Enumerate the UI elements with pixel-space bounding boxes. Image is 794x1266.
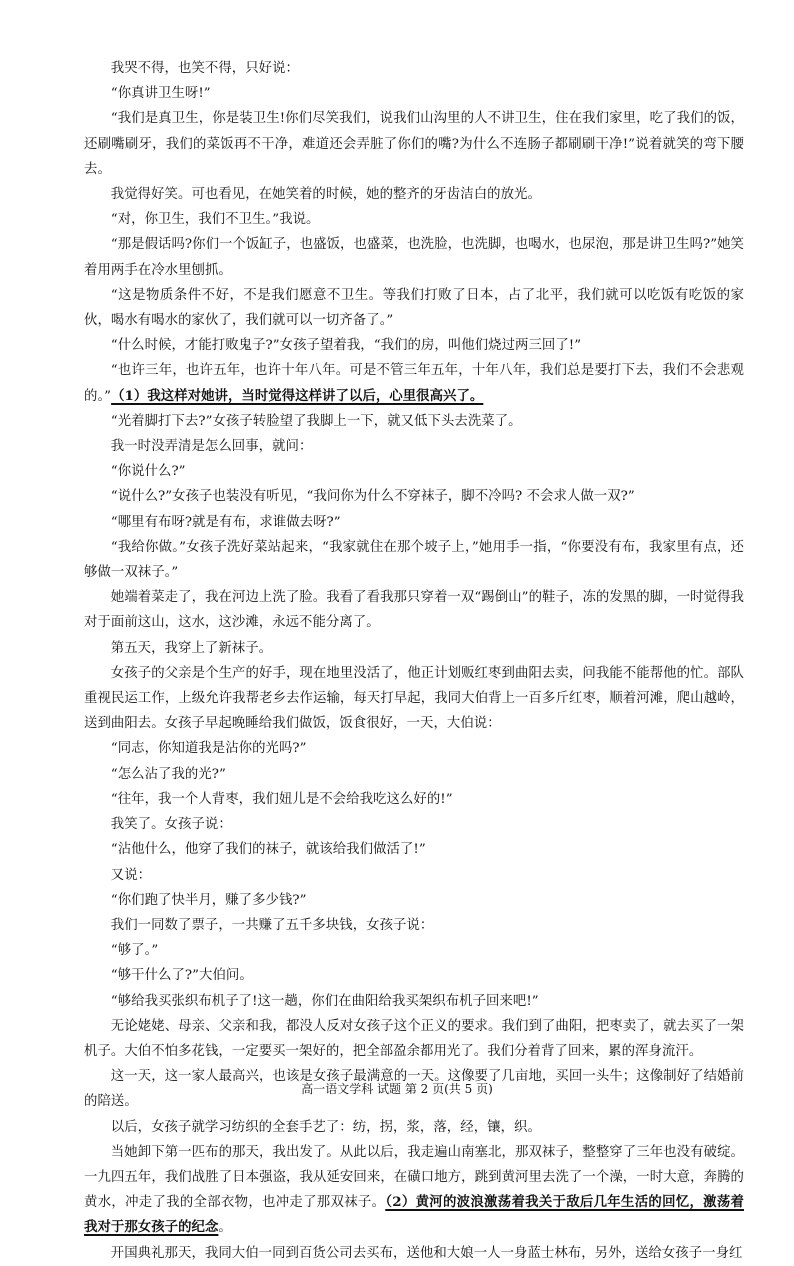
page-footer: 高一语文学科 试题 第 2 页(共 5 页) bbox=[301, 1082, 493, 1096]
paragraph-text: 无论姥姥、母亲、父亲和我，都没人反对女孩子这个正义的要求。我们到了曲阳，把枣卖了，就去买了一架机子。大伯不怕多花钱，一定要买一架好的，把全部盈余都用光了。我们分着背了回来，累的浑身流汗。 bbox=[84, 1018, 744, 1059]
paragraph-text: “我给你做。”女孩子洗好菜站起来，“我家就住在那个坡子上，”她用手一指，“你要没有布，我家里有点，还够做一双袜子。” bbox=[84, 539, 744, 581]
paragraph-text: 又说： bbox=[110, 867, 152, 883]
paragraph-text: “够给我买张织布机子了!这一趟，你们在曲阳给我买架织布机子回来吧!” bbox=[110, 993, 539, 1009]
paragraph bbox=[84, 1014, 744, 1064]
paragraph-text: 开国典礼那天，我同大伯一同到百货公司去买布，送他和大娘一人一身蓝士林布，另外，送给女孩子一身红 bbox=[110, 1245, 743, 1261]
paragraph-text: “什么时候，才能打败鬼子?”女孩子望着我，“我们的房，叫他们烧过两三回了!” bbox=[110, 338, 582, 354]
paragraph-text: “够了。” bbox=[110, 943, 159, 959]
paragraph bbox=[84, 1140, 744, 1241]
paragraph-text: “够干什么了?”大伯问。 bbox=[110, 968, 253, 984]
paragraph-text: 我哭不得，也笑不得，只好说： bbox=[110, 61, 299, 76]
paragraph-text: “我们是真卫生，你是装卫生!你们尽笑我们，说我们山沟里的人不讲卫生，住在我们家里，吃了我们的饭，还刷嘴刷牙，我们的菜饭再不干净，难道还会弄脏了你们的嘴?为什么不连肠子都刷刷干净!”说着就笑的弯下腰去。 bbox=[84, 111, 744, 177]
paragraph bbox=[84, 106, 744, 182]
paragraph-text: “哪里有布呀?就是有布，求谁做去呀?” bbox=[110, 514, 341, 530]
paragraph bbox=[84, 484, 744, 509]
paragraph-text: 当她卸下第一匹布的那天，我出发了。从此以后，我走遍山南塞北，那双袜子，整整穿了三年也没有破绽。一九四五年，我们战胜了日本强盗，我从延安回来，在磺口地方，跳到黄河里去洗了一个澡，一时大意，奔腾的黄水，冲走了我的全部衣物，也冲走了那双袜子。 bbox=[84, 1144, 744, 1211]
paragraph bbox=[84, 232, 744, 282]
paragraph bbox=[84, 812, 744, 837]
paragraph bbox=[84, 56, 744, 81]
paragraph-text: “说什么?”女孩子也装没有听见，“我问你为什么不穿袜子，脚不冷吗? 不会求人做一双?” bbox=[110, 489, 635, 505]
paragraph-text: “往年，我一个人背枣，我们妞儿是不会给我吃这么好的!” bbox=[110, 791, 453, 807]
paragraph bbox=[84, 636, 744, 661]
paragraph bbox=[84, 989, 744, 1014]
paragraph-text: “怎么沾了我的光?” bbox=[110, 766, 226, 782]
paragraph bbox=[84, 913, 744, 938]
paragraph bbox=[84, 1115, 744, 1140]
paragraph bbox=[84, 358, 744, 408]
paragraph-text: “对，你卫生，我们不卫生。”我说。 bbox=[110, 212, 320, 228]
paragraph bbox=[84, 409, 744, 434]
paragraph-text: 女孩子的父亲是个生产的好手，现在地里没活了，他正计划贩红枣到曲阳去卖，问我能不能帮他的忙。部队重视民运工作，上级允许我帮老乡去作运输，每天打早起，我同大伯背上一百多斤红枣，顺着河滩，爬山越岭，送到曲阳去。女孩子早起晚睡给我们做饭，饭食很好，一天，大伯说： bbox=[84, 665, 744, 732]
paragraph-text: “也许三年，也许五年，也许十年八年。可是不管三年五年，十年八年，我们总是要打下去，我们不会悲观的。” bbox=[84, 363, 744, 404]
paragraph-text: 我觉得好笑。可也看见，在她笑着的时候，她的整齐的牙齿洁白的放光。 bbox=[110, 187, 541, 203]
paragraph bbox=[84, 736, 744, 761]
paragraph-text: 我们一同数了票子，一共赚了五千多块钱，女孩子说： bbox=[110, 917, 434, 933]
paragraph bbox=[84, 182, 744, 207]
paragraph bbox=[84, 510, 744, 535]
paragraph-text: “你们跑了快半月，赚了多少钱?” bbox=[110, 892, 307, 908]
paragraph bbox=[84, 585, 744, 635]
paragraph bbox=[84, 81, 744, 106]
paragraph bbox=[84, 333, 744, 358]
paragraph bbox=[84, 207, 744, 232]
paragraph-text: “那是假话吗?你们一个饭缸子，也盛饭，也盛菜，也洗脸，也洗脚，也喝水，也尿泡，那是讲卫生吗?”她笑着用两手在冷水里刨抓。 bbox=[84, 237, 744, 278]
paragraph bbox=[84, 837, 744, 862]
paragraph bbox=[84, 863, 744, 888]
paragraph-text: “同志，你知道我是沾你的光吗?” bbox=[110, 741, 307, 757]
paragraph-tail: 。 bbox=[218, 1220, 232, 1236]
underlined-question-sentence: （2）黄河的波浪激荡着我关于敌后几年生活的回忆，激荡着我对于那女孩子的纪念 bbox=[84, 1194, 744, 1236]
paragraph bbox=[84, 661, 744, 737]
paragraph-text: 我笑了。女孩子说： bbox=[110, 817, 232, 833]
paragraph-text: 她端着菜走了，我在河边上洗了脸。我看了看我那只穿着一双“踢倒山”的鞋子，冻的发黑的脚，一时觉得我对于面前这山，这水，这沙滩，永远不能分离了。 bbox=[84, 590, 744, 631]
underlined-question-sentence: （1）我这样对她讲，当时觉得这样讲了以后，心里很高兴了。 bbox=[111, 387, 484, 404]
paragraph-text: 以后，女孩子就学习纺织的全套手艺了：纺，拐，浆，落，经，镶，织。 bbox=[110, 1119, 541, 1135]
paragraph-text: “沾他什么，他穿了我们的袜子，就该给我们做活了!” bbox=[110, 842, 426, 858]
paragraph-text: 第五天，我穿上了新袜子。 bbox=[110, 640, 273, 656]
paragraph bbox=[84, 283, 744, 333]
paragraph-text: “你真讲卫生呀!” bbox=[110, 86, 211, 102]
paragraph bbox=[84, 762, 744, 787]
paragraph-text: “这是物质条件不好，不是我们愿意不卫生。等我们打败了日本，占了北平，我们就可以吃饭有吃饭的家伙，喝水有喝水的家伙了，我们就可以一切齐备了。” bbox=[84, 287, 744, 329]
paragraph-text: “光着脚打下去?”女孩子转脸望了我脚上一下，就又低下头去洗菜了。 bbox=[110, 413, 522, 429]
paragraph-text: 这一天，这一家人最高兴，也该是女孩子最满意的一天。这像要了几亩地，买回一头牛；这像制好了结婚前的陪送。 bbox=[84, 1069, 744, 1110]
paragraph-text: 我一时没弄清是怎么回事，就问： bbox=[110, 439, 313, 455]
paragraph bbox=[84, 459, 744, 484]
paragraph bbox=[84, 963, 744, 988]
paragraph bbox=[84, 535, 744, 585]
paragraph-text: “你说什么?” bbox=[110, 464, 186, 480]
paragraph bbox=[84, 938, 744, 963]
paragraph bbox=[84, 888, 744, 913]
paragraph bbox=[84, 1241, 744, 1266]
paragraph bbox=[84, 787, 744, 812]
paragraph bbox=[84, 434, 744, 459]
